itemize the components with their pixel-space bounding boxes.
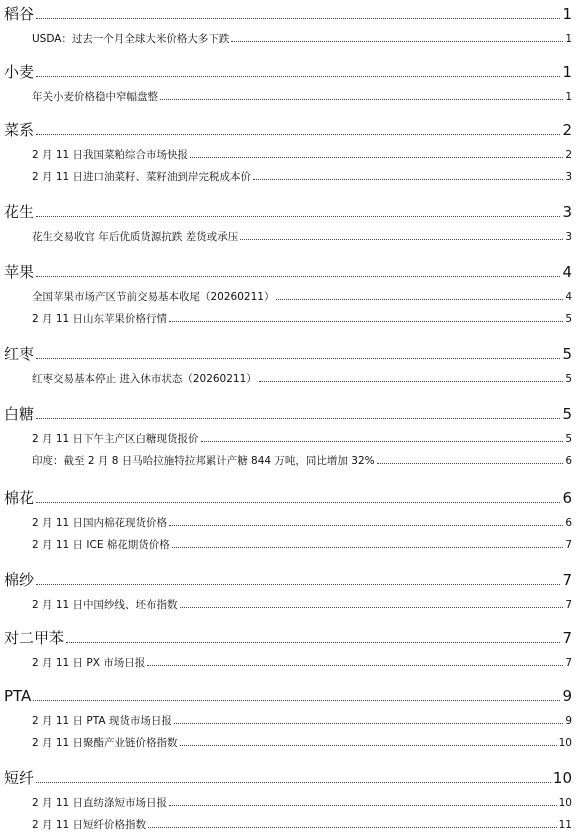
dot-leader [190, 157, 563, 158]
toc-section[interactable] [4, 116, 572, 140]
toc-entry[interactable] [32, 814, 572, 832]
dot-leader [36, 216, 560, 217]
dot-leader [180, 607, 564, 608]
page-number: 7 [562, 571, 572, 589]
toc-entry[interactable] [32, 652, 572, 670]
dot-leader [253, 179, 563, 180]
dot-leader [147, 665, 563, 666]
dot-leader [259, 381, 564, 382]
dot-leader [36, 134, 560, 135]
toc-entry[interactable] [32, 710, 572, 728]
section-title: 对二甲苯 [4, 629, 65, 647]
dot-leader [36, 358, 560, 359]
page-number: 4 [562, 263, 572, 281]
page-number: 2 [565, 148, 572, 161]
entry-title: 红枣交易基本停止 进入休市状态（20260211） [32, 372, 257, 385]
page-number: 7 [562, 629, 572, 647]
dot-leader [276, 299, 563, 300]
toc-section[interactable] [4, 484, 572, 508]
dot-leader [174, 723, 563, 724]
section-title: PTA [4, 687, 32, 705]
toc-entry[interactable] [32, 450, 572, 468]
toc-entry[interactable] [32, 226, 572, 244]
page-number: 1 [565, 32, 572, 45]
page-number: 5 [565, 432, 572, 445]
entry-title: 2 月 11 日我国菜粕综合市场快报 [32, 148, 189, 161]
page-number: 9 [565, 714, 572, 727]
toc-section[interactable] [4, 58, 572, 82]
section-title: 稻谷 [4, 5, 35, 23]
page-number: 10 [558, 796, 572, 809]
dot-leader [169, 805, 557, 806]
entry-title: 印度：截至 2 月 8 日马哈拉施特拉邦累计产糖 844 万吨，同比增加 32% [32, 454, 375, 467]
section-title: 红枣 [4, 345, 35, 363]
toc-entry[interactable] [32, 86, 572, 104]
page-number: 6 [565, 454, 572, 467]
toc-section[interactable] [4, 0, 572, 24]
page-number: 1 [562, 5, 572, 23]
page-number: 6 [562, 489, 572, 507]
toc-entry[interactable] [32, 308, 572, 326]
entry-title: 2 月 11 日 PX 市场日报 [32, 656, 146, 669]
dot-leader [240, 239, 563, 240]
entry-title: 2 月 11 日山东苹果价格行情 [32, 312, 168, 325]
page-number: 3 [565, 170, 572, 183]
toc-entry[interactable] [32, 512, 572, 530]
section-title: 苹果 [4, 263, 35, 281]
page-number: 2 [562, 121, 572, 139]
dot-leader [169, 525, 563, 526]
toc-entry[interactable] [32, 28, 572, 46]
section-title: 短纤 [4, 769, 35, 787]
page-number: 5 [565, 372, 572, 385]
toc-entry[interactable] [32, 534, 572, 552]
dot-leader [36, 418, 560, 419]
entry-title: 花生交易收官 年后优质货源抗跌 差货或承压 [32, 230, 239, 243]
entry-title: 2 月 11 日直纺涤短市场日报 [32, 796, 168, 809]
page-number: 10 [558, 736, 572, 749]
toc-section[interactable] [4, 258, 572, 282]
dot-leader [148, 827, 557, 828]
entry-title: 2 月 11 日下午主产区白糖现货报价 [32, 432, 199, 445]
toc-entry[interactable] [32, 792, 572, 810]
dot-leader [36, 584, 560, 585]
entry-title: 2 月 11 日进口油菜籽、菜籽油到岸完税成本价 [32, 170, 252, 183]
dot-leader [160, 99, 563, 100]
entry-title: 年关小麦价格稳中窄幅盘整 [32, 90, 158, 103]
entry-title: 2 月 11 日 PTA 现货市场日报 [32, 714, 172, 727]
entry-title: USDA：过去一个月全球大米价格大多下跌 [32, 32, 230, 45]
page-number: 5 [562, 345, 572, 363]
toc-section[interactable] [4, 624, 572, 648]
dot-leader [36, 18, 560, 19]
page-number: 7 [565, 656, 572, 669]
toc-entry[interactable] [32, 144, 572, 162]
page-number: 5 [562, 405, 572, 423]
section-title: 棉纱 [4, 571, 35, 589]
dot-leader [36, 76, 560, 77]
entry-title: 2 月 11 日 ICE 棉花期货价格 [32, 538, 170, 551]
dot-leader [169, 321, 563, 322]
page-number: 1 [562, 63, 572, 81]
entry-title: 2 月 11 日聚酯产业链价格指数 [32, 736, 178, 749]
entry-title: 2 月 11 日国内棉花现货价格 [32, 516, 168, 529]
toc-entry[interactable] [32, 286, 572, 304]
toc-entry[interactable] [32, 594, 572, 612]
toc-section[interactable] [4, 400, 572, 424]
toc-section[interactable] [4, 764, 572, 788]
toc-section[interactable] [4, 340, 572, 364]
section-title: 棉花 [4, 489, 35, 507]
toc-section[interactable] [4, 566, 572, 590]
toc-entry[interactable] [32, 166, 572, 184]
toc-entry[interactable] [32, 732, 572, 750]
dot-leader [377, 463, 564, 464]
dot-leader [36, 276, 560, 277]
dot-leader [36, 502, 560, 503]
section-title: 菜系 [4, 121, 35, 139]
page-number: 6 [565, 516, 572, 529]
toc-section[interactable] [4, 198, 572, 222]
section-title: 小麦 [4, 63, 35, 81]
section-title: 白糖 [4, 405, 35, 423]
dot-leader [180, 745, 557, 746]
dot-leader [66, 642, 560, 643]
page-number: 1 [565, 90, 572, 103]
page-number: 3 [562, 203, 572, 221]
dot-leader [201, 441, 564, 442]
toc-section[interactable] [4, 682, 572, 706]
entry-title: 2 月 11 日中国纱线、坯布指数 [32, 598, 178, 611]
page-number: 4 [565, 290, 572, 303]
page-number: 7 [565, 598, 572, 611]
dot-leader [172, 547, 564, 548]
entry-title: 2 月 11 日短纤价格指数 [32, 818, 147, 831]
page-number: 3 [565, 230, 572, 243]
page-number: 7 [565, 538, 572, 551]
page-number: 5 [565, 312, 572, 325]
entry-title: 全国苹果市场产区节前交易基本收尾（20260211） [32, 290, 275, 303]
toc-entry[interactable] [32, 428, 572, 446]
section-title: 花生 [4, 203, 35, 221]
page-number: 9 [562, 687, 572, 705]
toc-entry[interactable] [32, 368, 572, 386]
dot-leader [231, 41, 563, 42]
page-number: 11 [558, 818, 572, 831]
dot-leader [33, 700, 560, 701]
dot-leader [36, 782, 551, 783]
page-number: 10 [552, 769, 572, 787]
